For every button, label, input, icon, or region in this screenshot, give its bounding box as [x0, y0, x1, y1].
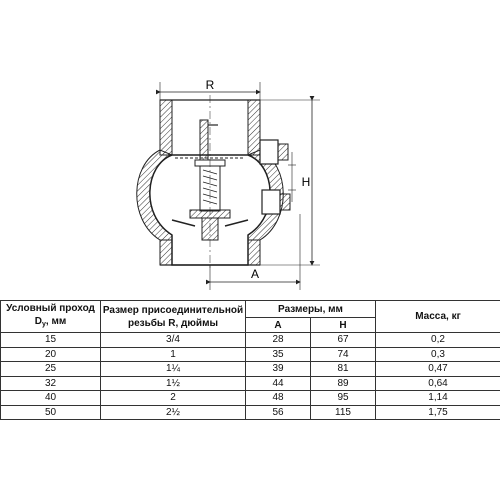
cell-mass: 1,75	[376, 405, 500, 420]
cell-thread-size: 2½	[101, 405, 246, 420]
cell-nominal-bore: 25	[1, 362, 101, 377]
cell-nominal-bore: 32	[1, 376, 101, 391]
cell-thread-size: 1	[101, 347, 246, 362]
cell-nominal-bore: 20	[1, 347, 101, 362]
dim-label-a: A	[250, 267, 260, 281]
table-row	[1, 391, 500, 406]
table-row	[1, 333, 500, 348]
cell-mass: 0,2	[376, 333, 500, 348]
cell-dim-h: 115	[311, 405, 376, 420]
cell-mass: 0,64	[376, 376, 500, 391]
cell-thread-size: 3/4	[101, 333, 246, 348]
cell-dim-a: 48	[246, 391, 311, 406]
table-header-row	[1, 301, 500, 318]
cell-dim-h: 89	[311, 376, 376, 391]
cell-dim-a: 44	[246, 376, 311, 391]
cell-mass: 1,14	[376, 391, 500, 406]
cell-dim-h: 95	[311, 391, 376, 406]
cell-nominal-bore: 40	[1, 391, 101, 406]
table-row	[1, 376, 500, 391]
spec-table	[0, 300, 500, 420]
cell-dim-h: 74	[311, 347, 376, 362]
header-dimensions: Размеры, мм	[246, 301, 376, 318]
header-mass: Масса, кг	[376, 301, 500, 333]
table-row	[1, 362, 500, 377]
cell-nominal-bore: 50	[1, 405, 101, 420]
cell-mass: 0,47	[376, 362, 500, 377]
table-body	[1, 333, 500, 420]
header-dim-a: A	[246, 318, 311, 333]
cell-dim-h: 67	[311, 333, 376, 348]
header-nominal-bore: Условный проход $D_у$, мм	[1, 301, 101, 333]
table-row	[1, 405, 500, 420]
cell-dim-a: 56	[246, 405, 311, 420]
cell-dim-h: 81	[311, 362, 376, 377]
header-thread-size: Размер присоединительной резьбы R, дюймы	[101, 301, 246, 333]
cell-thread-size: 2	[101, 391, 246, 406]
dim-label-h: H	[301, 175, 311, 189]
cell-nominal-bore: 15	[1, 333, 101, 348]
dim-label-r: R	[205, 78, 215, 92]
header-dim-h: H	[311, 318, 376, 333]
cell-dim-a: 28	[246, 333, 311, 348]
cell-dim-a: 39	[246, 362, 311, 377]
cell-thread-size: 1½	[101, 376, 246, 391]
cell-dim-a: 35	[246, 347, 311, 362]
table-row	[1, 347, 500, 362]
cell-mass: 0,3	[376, 347, 500, 362]
cell-thread-size: 1¼	[101, 362, 246, 377]
